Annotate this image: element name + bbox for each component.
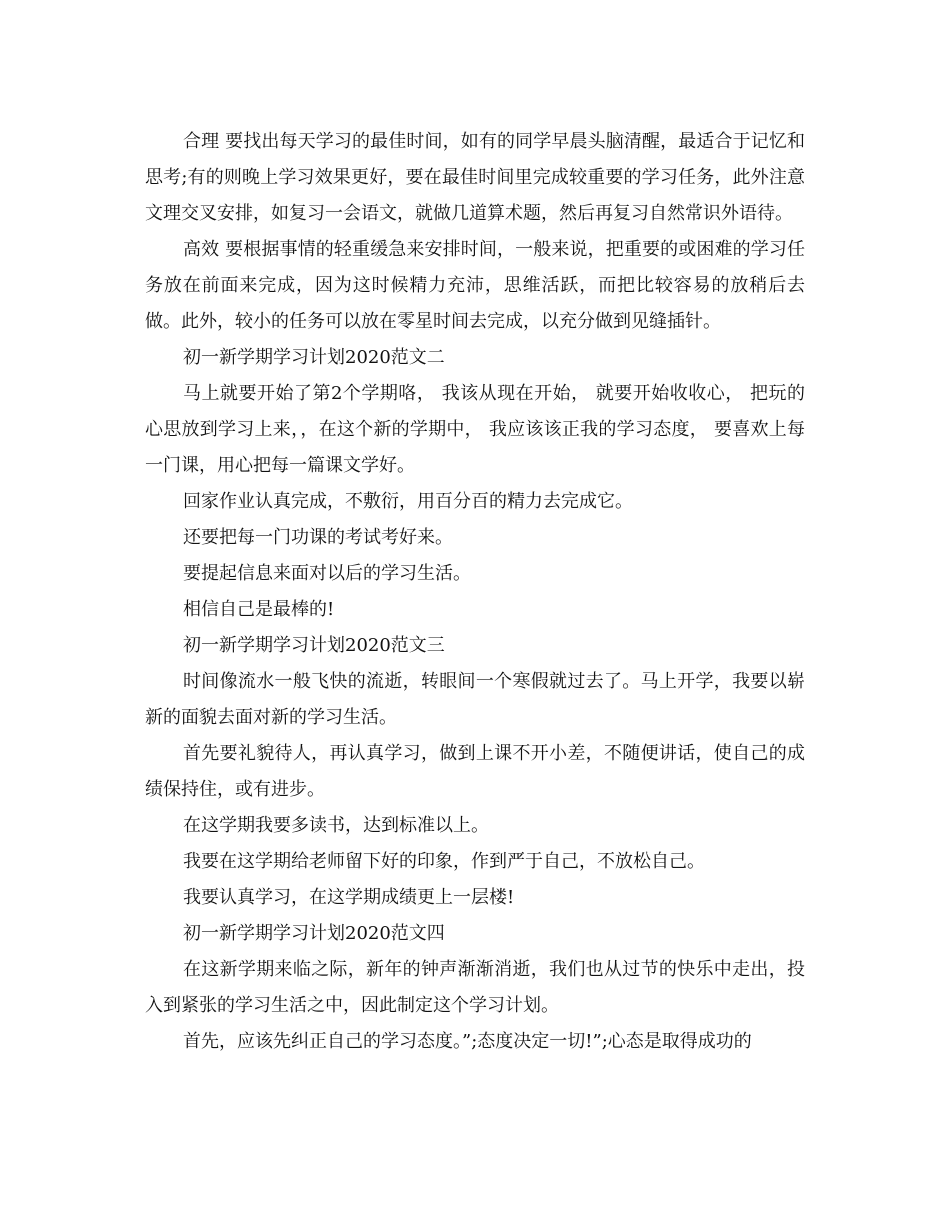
paragraph: 在这新学期来临之际，新年的钟声渐渐消逝，我们也从过节的快乐中走出，投入到紧张的学习生活之中，因此制定这个学习计划。 (145, 959, 805, 1016)
paragraph: 时间像流水一般飞快的流逝，转眼间一个寒假就过去了。马上开学，我要以崭新的面貌去面对新的学习生活。 (145, 671, 805, 728)
section-heading-sample-3: 初一新学期学习计划2020范文三 (183, 635, 445, 656)
paragraph: 首先，应该先纠正自己的学习态度。”;态度决定一切!”;心态是取得成功的 (183, 1031, 752, 1052)
section-heading-sample-4: 初一新学期学习计划2020范文四 (183, 923, 445, 944)
paragraph: 马上就要开始了第2个学期咯， 我该从现在开始， 就要开始收收心， 把玩的心思放到学习上来，，在这个新的学期中， 我应该该正我的学习态度， 要喜欢上每一门课，用心把每一篇课文学好。 (145, 383, 805, 476)
paragraph-reasonable: 合理 要找出每天学习的最佳时间，如有的同学早晨头脑清醒，最适合于记忆和思考;有的则晚上学习效果更好，要在最佳时间里完成较重要的学习任务，此外注意文理交叉安排，如复习一会语文，就做几道算术题，然后再复习自然常识外语待。 (145, 131, 805, 224)
paragraph-efficient: 高效 要根据事情的轻重缓急来安排时间，一般来说，把重要的或困难的学习任务放在前面来完成，因为这时候精力充沛，思维活跃，而把比较容易的放稍后去做。此外，较小的任务可以放在零星时间去完成，以充分做到见缝插针。 (145, 239, 805, 332)
paragraph: 要提起信息来面对以后的学习生活。 (183, 563, 471, 584)
paragraph: 回家作业认真完成，不敷衍，用百分百的精力去完成它。 (183, 491, 633, 512)
document-body (145, 124, 805, 1060)
paragraph: 我要认真学习，在这学期成绩更上一层楼! (183, 887, 515, 908)
paragraph: 在这学期我要多读书，达到标准以上。 (183, 815, 489, 836)
paragraph: 还要把每一门功课的考试考好来。 (183, 527, 453, 548)
section-heading-sample-2: 初一新学期学习计划2020范文二 (183, 347, 445, 368)
paragraph: 相信自己是最棒的! (183, 599, 335, 620)
paragraph: 首先要礼貌待人，再认真学习，做到上课不开小差，不随便讲话，使自己的成绩保持住，或有进步。 (145, 743, 805, 800)
paragraph: 我要在这学期给老师留下好的印象，作到严于自己，不放松自己。 (183, 851, 705, 872)
